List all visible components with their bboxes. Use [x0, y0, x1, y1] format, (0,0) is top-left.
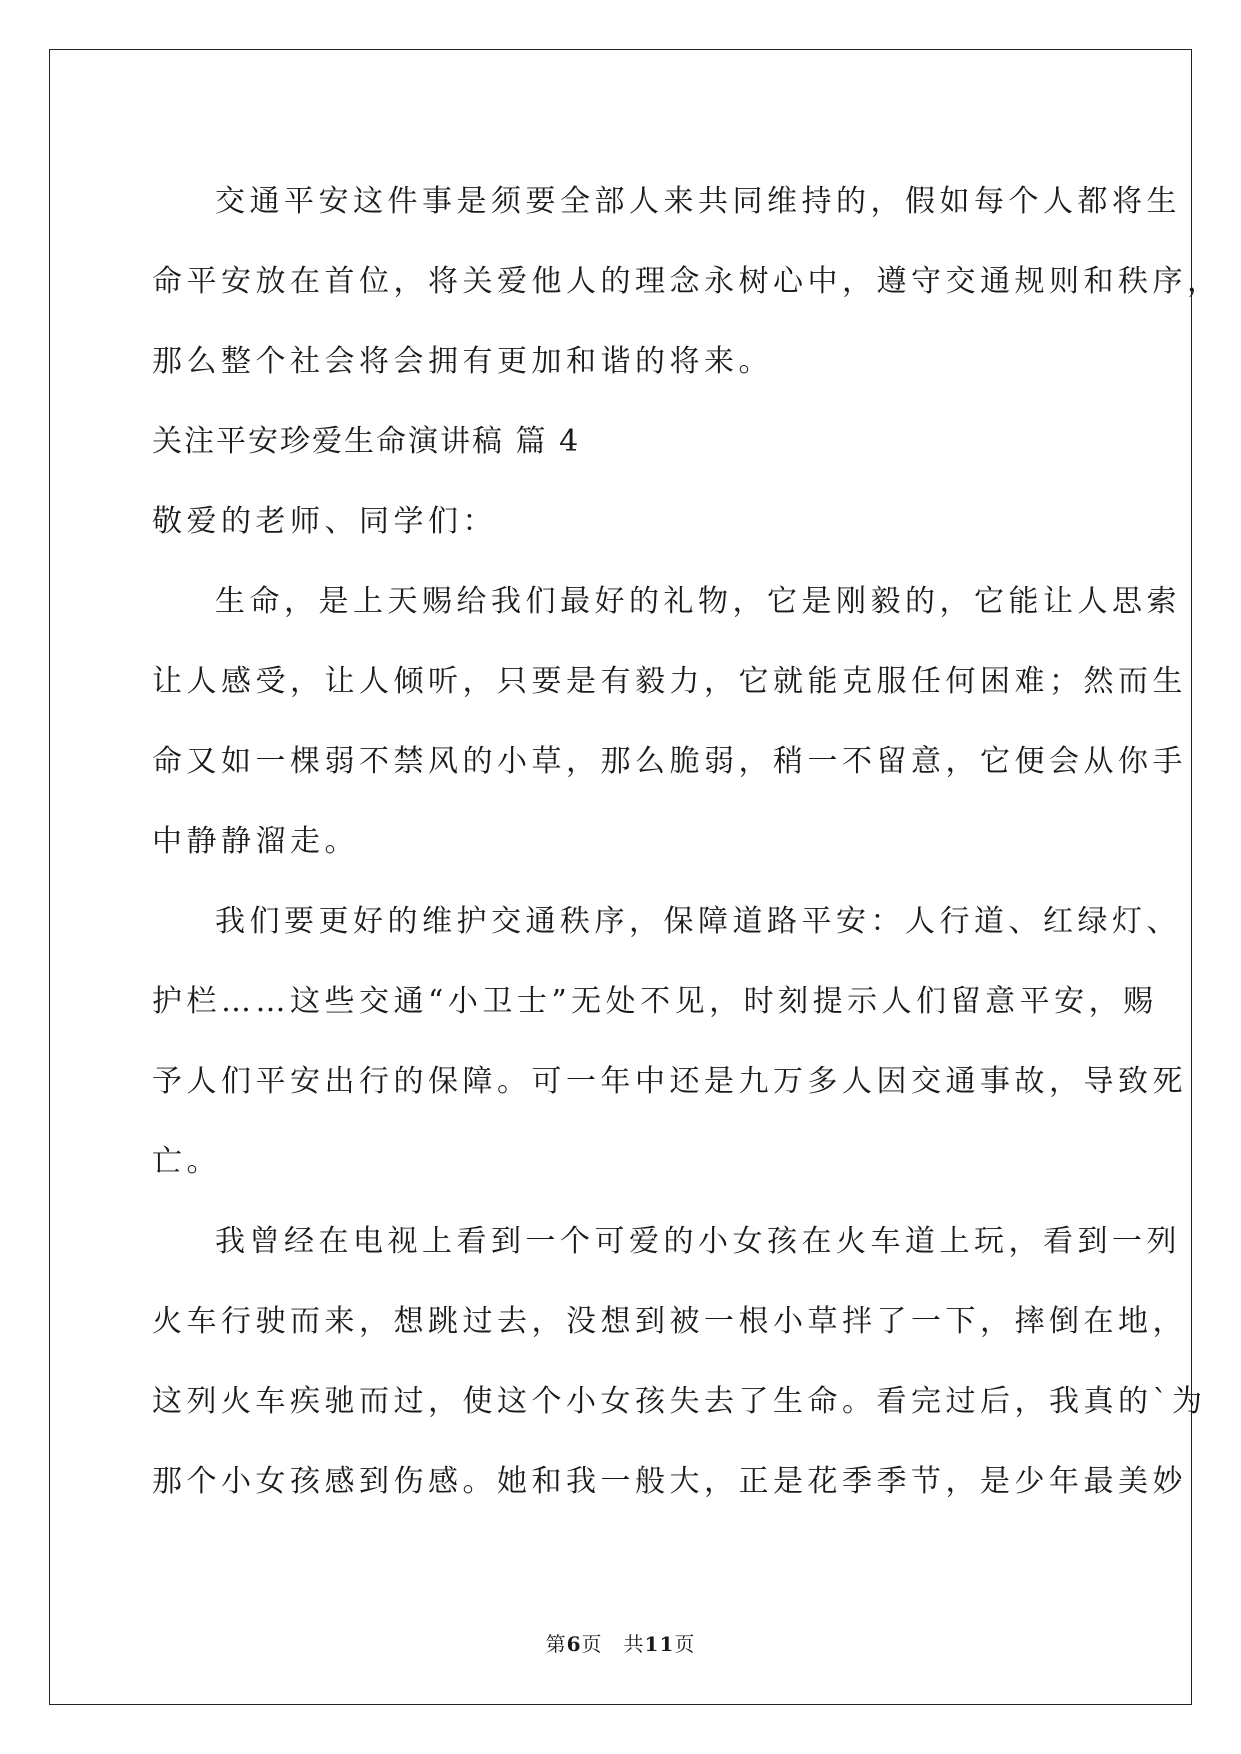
paragraph-line: 生命，是上天赐给我们最好的礼物，它是刚毅的，它能让人思索 [215, 584, 1181, 619]
footer-suffix: 页 [674, 1632, 696, 1656]
paragraph-line: 予人们平安出行的保障。可一年中还是九万多人因交通事故，导致死 [152, 1064, 1187, 1099]
paragraph-line: 这列火车疾驰而过，使这个小女孩失去了生命。看完过后，我真的`为 [152, 1384, 1207, 1419]
section-heading: 关注平安珍爱生命演讲稿 篇 4 [152, 424, 581, 459]
paragraph-line: 我们要更好的维护交通秩序，保障道路平安：人行道、红绿灯、 [215, 904, 1181, 939]
paragraph-line: 中静静溜走。 [152, 824, 359, 859]
paragraph-line: 亡。 [152, 1144, 221, 1179]
paragraph-line: 火车行驶而来，想跳过去，没想到被一根小草拌了一下，摔倒在地， [152, 1304, 1187, 1339]
paragraph-line: 让人感受，让人倾听，只要是有毅力，它就能克服任何困难；然而生 [152, 664, 1187, 699]
footer-prefix: 第 [545, 1632, 567, 1656]
paragraph-line: 我曾经在电视上看到一个可爱的小女孩在火车道上玩，看到一列 [215, 1224, 1181, 1259]
footer-page-number: 6 [566, 1632, 582, 1656]
paragraph-line: 交通平安这件事是须要全部人来共同维持的，假如每个人都将生 [215, 184, 1181, 219]
footer-middle: 页 共 [581, 1632, 645, 1656]
paragraph-line: 命平安放在首位，将关爱他人的理念永树心中，遵守交通规则和秩序， [152, 264, 1222, 299]
footer-total-pages: 11 [644, 1632, 675, 1656]
page-footer [0, 1628, 1241, 1657]
document-body [152, 162, 1222, 1522]
paragraph-line: 护栏……这些交通“小卫士”无处不见，时刻提示人们留意平安，赐 [152, 984, 1158, 1019]
salutation-line: 敬爱的老师、同学们： [152, 504, 497, 539]
paragraph-line: 那个小女孩感到伤感。她和我一般大，正是花季季节，是少年最美妙 [152, 1464, 1187, 1499]
paragraph-line: 那么整个社会将会拥有更加和谐的将来。 [152, 344, 773, 379]
paragraph-line: 命又如一棵弱不禁风的小草，那么脆弱，稍一不留意，它便会从你手 [152, 744, 1187, 779]
